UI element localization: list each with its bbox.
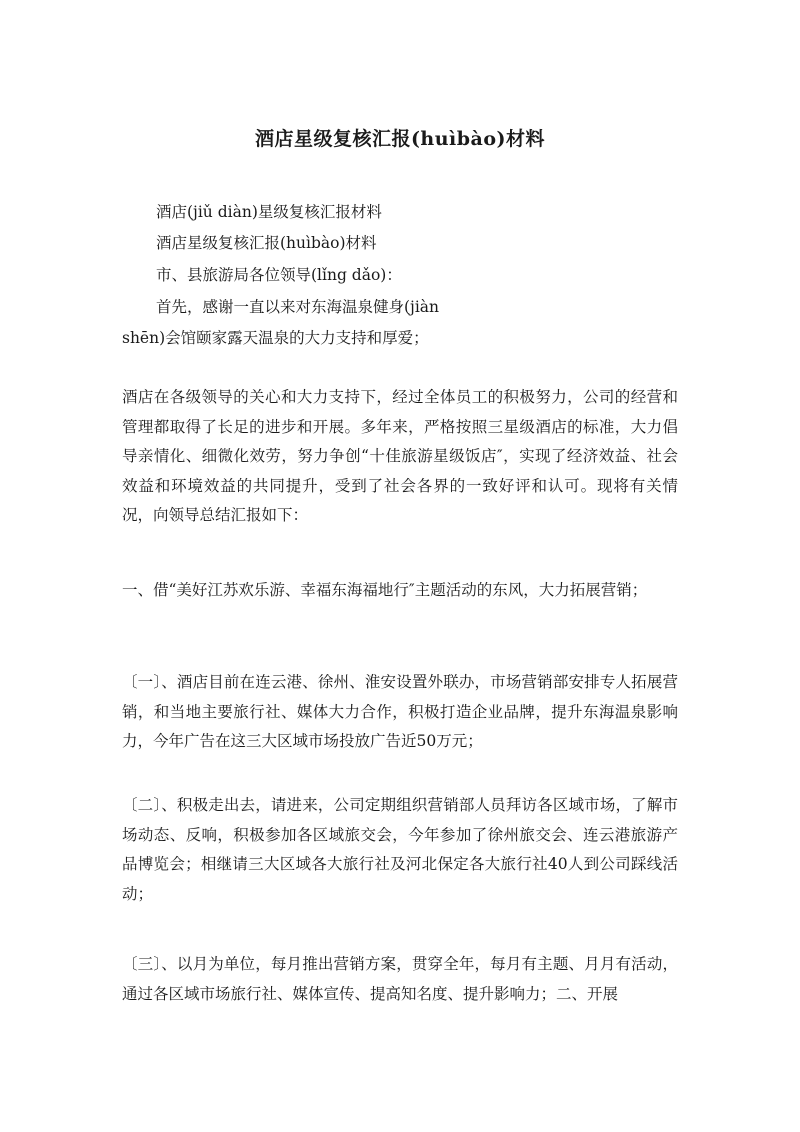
intro-salutation: 市、县旅游局各位领导(lǐng dǎo)：	[156, 266, 402, 284]
section-heading-1: 一、借“美好江苏欢乐游、幸福东海福地行″主题活动的东风，大力拓展营销；	[122, 581, 648, 599]
paragraph-item-3: 〔三〕、以月为单位，每月推出营销方案，贯穿全年，每月有主题、月月有活动，通过各区域市场旅行社、媒体宣传、提高知名度、提升影响力；二、开展	[122, 955, 678, 1003]
intro-thanks-line-2: shēn)会馆颐家露天温泉的大力支持和厚爱；	[122, 329, 429, 347]
intro-thanks-line-1: 首先，感谢一直以来对东海温泉健身(jiàn	[156, 298, 440, 316]
intro-line-1: 酒店(jiǔ diàn)星级复核汇报材料	[156, 203, 382, 221]
intro-line-2: 酒店星级复核汇报(huìbào)材料	[156, 234, 377, 252]
paragraph-item-1: 〔一〕、酒店目前在连云港、徐州、淮安设置外联办，市场营销部安排专人拓展营销，和当地主要旅行社、媒体大力合作，积极打造企业品牌，提升东海温泉影响力，今年广告在这三大区域市场投放广告近50万元；	[122, 673, 678, 750]
paragraph-item-2: 〔二〕、积极走出去，请进来，公司定期组织营销部人员拜访各区域市场，了解市场动态、反响，积极参加各区域旅交会，今年参加了徐州旅交会、连云港旅游产品博览会；相继请三大区域各大旅行社及河北保定各大旅行社40人到公司踩线活动；	[122, 796, 678, 903]
document-title: 酒店星级复核汇报(huìbào)材料	[254, 128, 546, 150]
paragraph-overview: 酒店在各级领导的关心和大力支持下，经过全体员工的积极努力，公司的经营和管理都取得了长足的进步和开展。多年来，严格按照三星级酒店的标准，大力倡导亲情化、细微化效劳，努力争创“十佳旅游星级饭店″，实现了经济效益、社会效益和环境效益的共同提升，受到了社会各界的一致好评和认可。现将有关情况，向领导总结汇报如下：	[122, 388, 678, 524]
